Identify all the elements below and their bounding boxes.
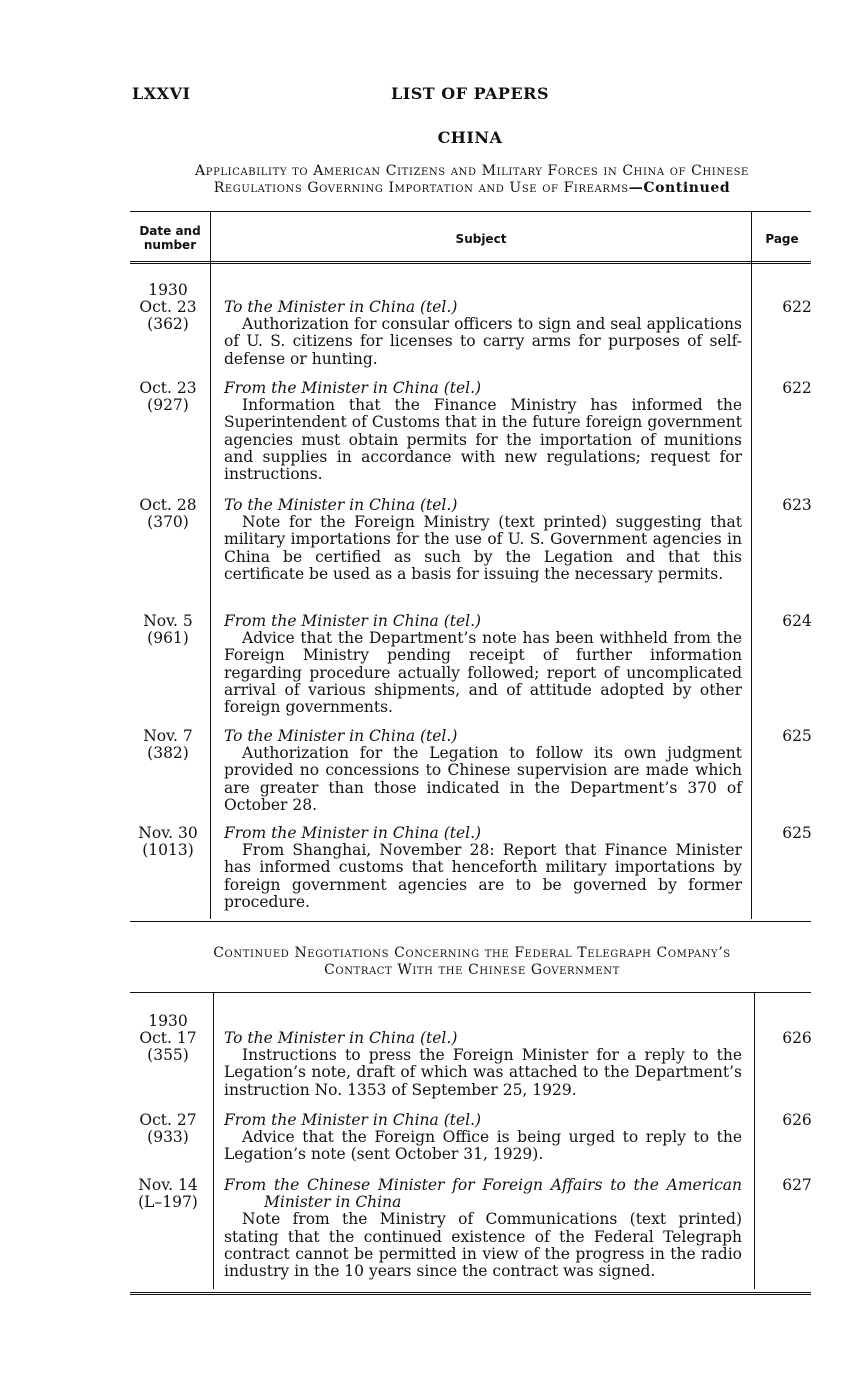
entry-addressee: From the Minister in China (tel.) (224, 379, 482, 397)
running-title: LIST OF PAPERS (391, 84, 549, 103)
entry-addressee: From the Minister in China (tel.) (224, 824, 482, 842)
date-cell (130, 282, 206, 333)
table-1-bottom-rule (130, 921, 811, 922)
entry-page: 623 (782, 496, 812, 514)
entry-date: Nov. 30 (138, 824, 198, 842)
entry-number: (933) (147, 1128, 189, 1146)
entry-date: Oct. 17 (139, 1029, 197, 1047)
table-1-date-divider (210, 212, 211, 919)
table-2-date-divider (213, 993, 214, 1289)
entry-addressee: From the Minister in China (tel.) (224, 1111, 482, 1129)
entry-addressee: From the Minister in China (tel.) (224, 612, 482, 630)
entry-page: 622 (782, 298, 812, 316)
entry-number: (961) (147, 629, 189, 647)
table-1-top-rule (130, 211, 811, 212)
column-header-date: Date and number (139, 224, 201, 252)
entry-number: (L–197) (138, 1193, 198, 1211)
section-2-title-line2: Contract With the Chinese Government (324, 962, 620, 978)
entry-summary: Advice that the Department’s note has been withheld from the Foreign Ministry pending receipt of further information regarding procedure actually followed; report of uncomplicated arrival of various shipments, and of attitude adopted by other foreign governments. (224, 629, 742, 717)
date-cell (130, 380, 206, 414)
entry-page: 626 (782, 1029, 812, 1047)
table-2-top-rule (130, 992, 811, 993)
entry-subject (224, 1030, 742, 1099)
date-cell (130, 497, 206, 531)
entry-addressee: To the Minister in China (tel.) (224, 1029, 458, 1047)
date-cell (130, 1013, 206, 1064)
entry-page: 625 (782, 727, 812, 745)
entry-number: (355) (147, 1046, 189, 1064)
table-2-page-divider (754, 993, 755, 1289)
entry-number: (370) (147, 513, 189, 531)
entry-summary: Note from the Ministry of Communications (text printed) stating that the continued existence of the Federal Telegraph contract cannot be permitted in view of the progress in the radio industry in the 10 years since the contract was signed. (224, 1210, 742, 1281)
entry-subject (224, 1177, 742, 1280)
entry-subject (224, 380, 742, 483)
year-label: 1930 (148, 281, 188, 299)
entry-subject (224, 299, 742, 368)
entry-summary: Information that the Finance Ministry has informed the Superintendent of Customs that in the future foreign government agencies must obtain permits for the importation of munitions and supplies in accordance with new regulations; request for instructions. (224, 396, 742, 484)
column-header-subject: Subject (455, 232, 507, 246)
entry-date: Oct. 28 (139, 496, 197, 514)
entry-subject (224, 1112, 742, 1164)
section-1-title (130, 163, 814, 197)
entry-page: 627 (782, 1176, 812, 1194)
entry-page: 624 (782, 612, 812, 630)
date-cell (130, 1112, 206, 1146)
section-1-title-line2: Regulations Governing Importation and Use of Firearms (213, 180, 629, 196)
entry-subject (224, 497, 742, 583)
entry-summary: Advice that the Foreign Office is being urged to reply to the Legation’s note (sent October 31, 1929). (224, 1128, 742, 1164)
section-2-title (130, 945, 814, 979)
section-1-continued-label: —Continued (628, 180, 731, 196)
section-2-title-line1: Continued Negotiations Concerning the Federal Telegraph Company’s (213, 945, 731, 961)
entry-number: (382) (147, 744, 189, 762)
entry-date: Oct. 23 (139, 298, 197, 316)
date-cell (130, 613, 206, 647)
entry-summary: Note for the Foreign Ministry (text printed) suggesting that military importations for the use of U. S. Government agencies in China be certified as such by the Legation and that this certificate be used as a basis for issuing the necessary permits. (224, 513, 742, 583)
entry-subject (224, 613, 742, 716)
table-1-header-rule (130, 261, 811, 264)
date-cell (130, 825, 206, 859)
entry-date: Oct. 23 (139, 379, 197, 397)
entry-number: (927) (147, 396, 189, 414)
date-cell (130, 1177, 206, 1211)
section-1-title-line1: Applicability to American Citizens and Military Forces in China of Chinese (195, 163, 749, 179)
entry-addressee: From the Chinese Minister for Foreign Affairs to the American Minister in China (224, 1176, 742, 1212)
entry-page: 625 (782, 824, 812, 842)
column-header-page: Page (765, 232, 799, 246)
entry-date: Nov. 5 (143, 612, 193, 630)
entry-number: (362) (147, 315, 189, 333)
entry-subject (224, 825, 742, 911)
date-cell (130, 728, 206, 762)
table-2-bottom-rule (130, 1292, 811, 1295)
page-number-roman: LXXVI (132, 84, 191, 103)
table-1-page-divider (751, 212, 752, 919)
entry-date: Nov. 14 (138, 1176, 198, 1194)
entry-summary: Authorization for the Legation to follow its own judgment provided no concessions to Chinese supervision are made which are greater than those indicated in the Department’s 370 of October 28. (224, 744, 742, 814)
entry-date: Oct. 27 (139, 1111, 197, 1129)
entry-page: 626 (782, 1111, 812, 1129)
entry-addressee: To the Minister in China (tel.) (224, 298, 458, 316)
entry-subject (224, 728, 742, 814)
entry-page: 622 (782, 379, 812, 397)
entry-summary: From Shanghai, November 28: Report that Finance Minister has informed customs that henceforth military importations by foreign government agencies are to be governed by former procedure. (224, 841, 742, 911)
entry-number: (1013) (142, 841, 194, 859)
entry-summary: Authorization for consular officers to sign and seal applications of U. S. citizens for licenses to carry arms for purposes of self-defense or hunting. (224, 315, 742, 368)
country-heading: CHINA (437, 128, 503, 147)
year-label: 1930 (148, 1012, 188, 1030)
entry-addressee: To the Minister in China (tel.) (224, 496, 458, 514)
entry-date: Nov. 7 (143, 727, 193, 745)
entry-addressee: To the Minister in China (tel.) (224, 727, 458, 745)
entry-summary: Instructions to press the Foreign Minister for a reply to the Legation’s note, draft of which was attached to the Department’s instruction No. 1353 of September 25, 1929. (224, 1046, 742, 1099)
